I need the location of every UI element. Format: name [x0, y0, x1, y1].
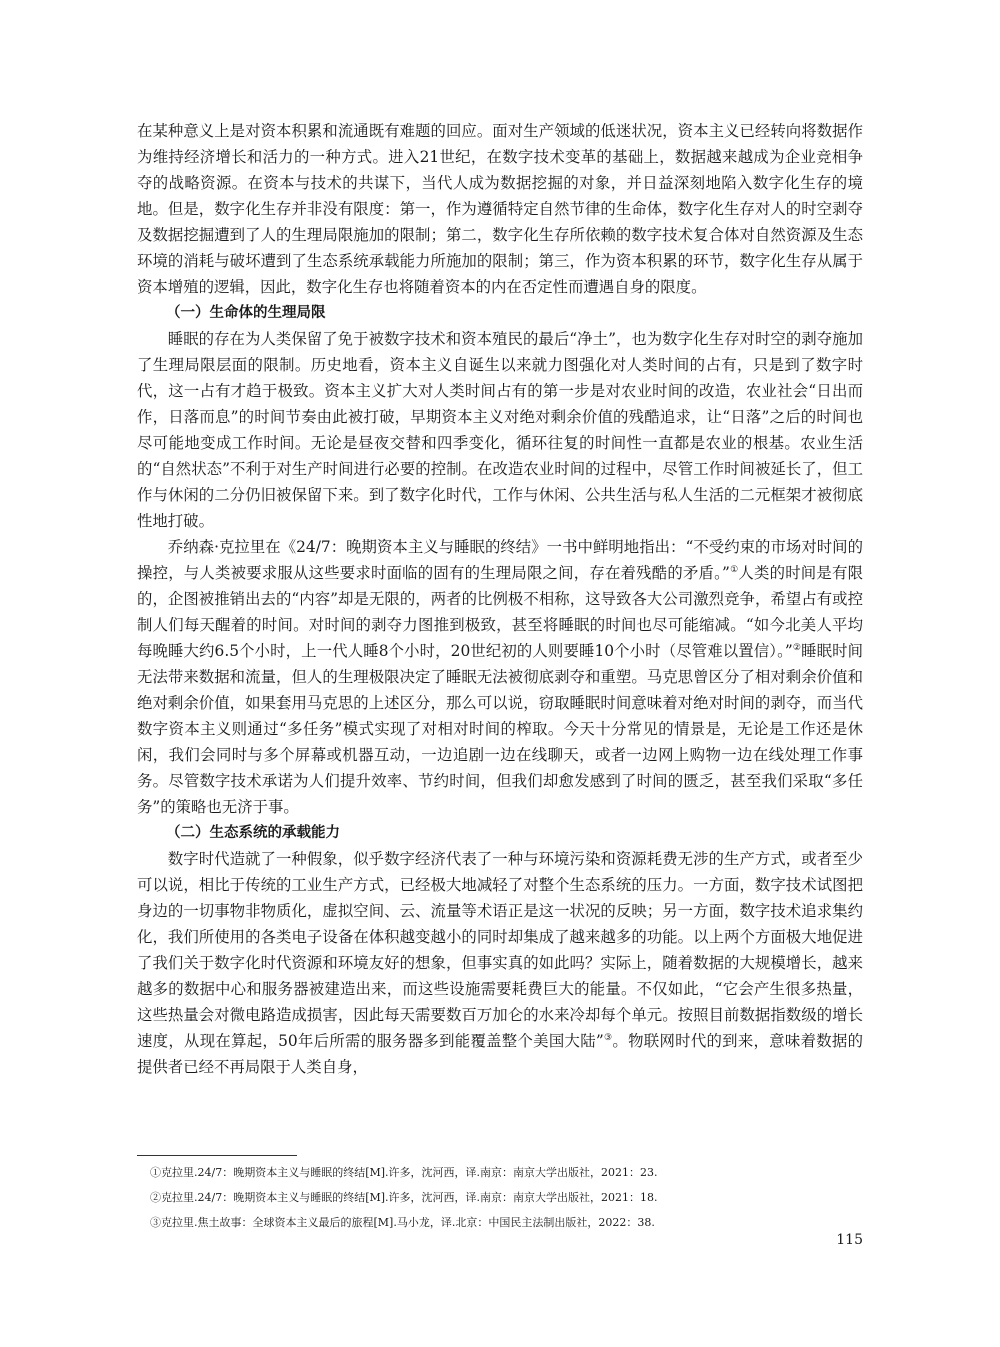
- paragraph-3-part-b: 人类的时间是有限的，企图被推销出去的“内容”却是无限的，两者的比例极不相称，这导致各大公司激烈竞争，希望占有或控制人们每天醒着的时间。对时间的剥夺力图推到极致，甚至将睡眠的时间也尽可能缩减。“如今北美人平均每晚睡大约6.5个小时，上一代人睡8个小时，20世纪初的人则要睡10个小时（尽管难以置信）。”: [137, 564, 863, 660]
- footnote-3: ③克拉里.焦土故事：全球资本主义最后的旅程[M].马小龙，译.北京：中国民主法制出版社，2022：38.: [150, 1216, 655, 1229]
- footnotes: [150, 1160, 863, 1235]
- paragraph-4: [137, 846, 863, 1080]
- paragraph-4-part-b: 。物联网时代的到来，意味着数据的提供者已经不再局限于人类自身，: [137, 1032, 863, 1076]
- footnote-1: ①克拉里.24/7：晚期资本主义与睡眠的终结[M].许多，沈河西，译.南京：南京大学出版社，2021：23.: [150, 1166, 658, 1179]
- section-heading-1: （一）生命体的生理局限: [166, 305, 326, 321]
- paragraph-3-part-a: 乔纳森·克拉里在《24/7：晚期资本主义与睡眠的终结》一书中鲜明地指出：“不受约束的市场对时间的操控，与人类被要求服从这些要求时面临的固有的生理局限之间，存在着残酷的矛盾。”: [137, 538, 863, 582]
- footnote-ref-1[interactable]: ①: [729, 565, 739, 575]
- section-heading-2: （二）生态系统的承载能力: [166, 825, 340, 841]
- paragraph-2: 睡眠的存在为人类保留了免于被数字技术和资本殖民的最后“净土”，也为数字化生存对时空的剥夺施加了生理局限层面的限制。历史地看，资本主义自诞生以来就力图强化对人类时间的占有，只是到了数字时代，这一占有才趋于极致。资本主义扩大对人类时间占有的第一步是对农业时间的改造，农业社会“日出而作，日落而息”的时间节奏由此被打破，早期资本主义对绝对剩余价值的残酷追求，让“日落”之后的时间也尽可能地变成工作时间。无论是昼夜交替和四季变化，循环往复的时间性一直都是农业的根基。农业生活的“自然状态”不利于对生产时间进行必要的控制。在改造农业时间的过程中，尽管工作时间被延长了，但工作与休闲的二分仍旧被保留下来。到了数字化时代，工作与休闲、公共生活与私人生活的二元框架才被彻底性地打破。: [137, 330, 863, 530]
- paragraph-4-part-a: 数字时代造就了一种假象，似乎数字经济代表了一种与环境污染和资源耗费无涉的生产方式，或者至少可以说，相比于传统的工业生产方式，已经极大地减轻了对整个生态系统的压力。一方面，数字技术试图把身边的一切事物非物质化，虚拟空间、云、流量等术语正是这一状况的反映；另一方面，数字技术追求集约化，我们所使用的各类电子设备在体积越变越小的同时却集成了越来越多的功能。以上两个方面极大地促进了我们关于数字化时代资源和环境友好的想象，但事实真的如此吗？实际上，随着数据的大规模增长，越来越多的数据中心和服务器被建造出来，而这些设施需要耗费巨大的能量。不仅如此，“它会产生很多热量，这些热量会对微电路造成损害，因此每天需要数百万加仑的水来冷却每个单元。按照目前数据指数级的增长速度，从现在算起，50年后所需的服务器多到能覆盖整个美国大陆”: [137, 850, 863, 1050]
- paragraph-3-part-c: 睡眠时间无法带来数据和流量，但人的生理极限决定了睡眠无法被彻底剥夺和重塑。马克思曾区分了相对剩余价值和绝对剩余价值，如果套用马克思的上述区分，那么可以说，窃取睡眠时间意味着对绝对时间的剥夺，而当代数字资本主义则通过“多任务”模式实现了对相对时间的榨取。今天十分常见的情景是，无论是工作还是休闲，我们会同时与多个屏幕或机器互动，一边追剧一边在线聊天，或者一边网上购物一边在线处理工作事务。尽管数字技术承诺为人们提升效率、节约时间，但我们却愈发感到了时间的匮乏，甚至我们采取“多任务”的策略也无济于事。: [137, 642, 863, 816]
- main-text: [137, 118, 863, 1080]
- paragraph-3: [137, 534, 863, 820]
- footnote-ref-2[interactable]: ②: [792, 643, 802, 653]
- footnote-ref-3[interactable]: ③: [603, 1033, 613, 1043]
- footnote-divider: [137, 1155, 297, 1156]
- footnote-2: ②克拉里.24/7：晚期资本主义与睡眠的终结[M].许多，沈河西，译.南京：南京大学出版社，2021：18.: [150, 1191, 658, 1204]
- page-number: 115: [836, 1232, 863, 1248]
- paragraph-1: 在某种意义上是对资本积累和流通既有难题的回应。面对生产领域的低迷状况，资本主义已经转向将数据作为维持经济增长和活力的一种方式。进入21世纪，在数字技术变革的基础上，数据越来越成为企业竞相争夺的战略资源。在资本与技术的共谋下，当代人成为数据挖掘的对象，并日益深刻地陷入数字化生存的境地。但是，数字化生存并非没有限度：第一，作为遵循特定自然节律的生命体，数字化生存对人的时空剥夺及数据挖掘遭到了人的生理局限施加的限制；第二，数字化生存所依赖的数字技术复合体对自然资源及生态环境的消耗与破坏遭到了生态系统承载能力所施加的限制；第三，作为资本积累的环节，数字化生存从属于资本增殖的逻辑，因此，数字化生存也将随着资本的内在否定性而遭遇自身的限度。: [137, 122, 863, 296]
